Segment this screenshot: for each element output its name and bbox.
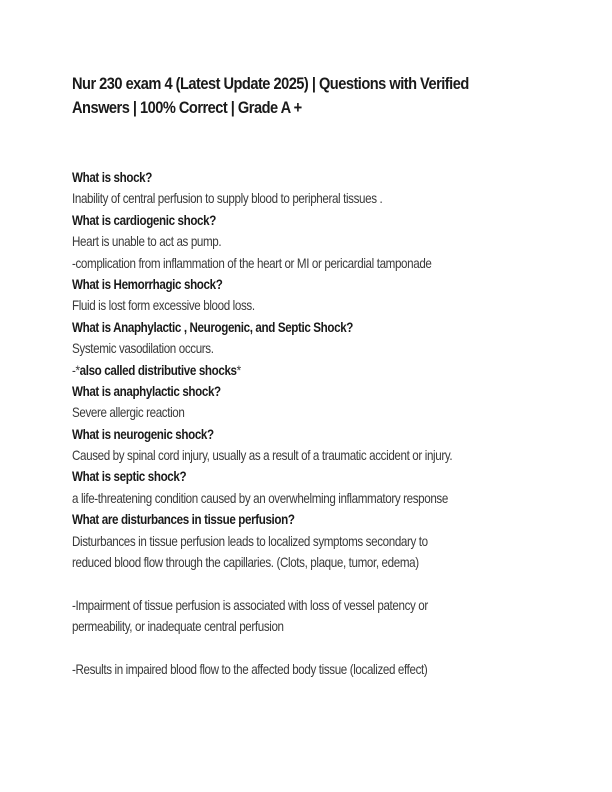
answer-line: reduced blood flow through the capillaries. (Clots, plaque, tumor, edema)	[72, 554, 419, 571]
question: What are disturbances in tissue perfusion?	[72, 511, 295, 528]
question: What is Anaphylactic , Neurogenic, and Septic Shock?	[72, 318, 354, 335]
answer-line: a life-threatening condition caused by an overwhelming inflammatory response	[72, 489, 448, 506]
question: What is cardiogenic shock?	[72, 211, 216, 228]
answer-line: -complication from inflammation of the heart or MI or pericardial tamponade	[72, 254, 432, 271]
answer-line: -Impairment of tissue perfusion is associated with loss of vessel patency or	[72, 596, 428, 613]
title-line-1: Nur 230 exam 4 (Latest Update 2025) | Questions with Verified	[72, 74, 469, 93]
answer-line: -Results in impaired blood flow to the affected body tissue (localized effect)	[72, 660, 428, 677]
paragraph-gap	[72, 638, 512, 659]
question: What is anaphylactic shock?	[72, 382, 221, 399]
question: What is septic shock?	[72, 468, 187, 485]
answer-line: Severe allergic reaction	[72, 404, 185, 421]
answer-line: Heart is unable to act as pump.	[72, 233, 222, 250]
answer-line: Inability of central perfusion to supply blood to peripheral tissues .	[72, 190, 383, 207]
title-line-2: Answers | 100% Correct | Grade A +	[72, 98, 302, 117]
note-prefix: -*	[72, 361, 80, 378]
answer-note	[72, 360, 512, 381]
document-title	[72, 72, 476, 120]
answer-line: Fluid is lost form excessive blood loss.	[72, 297, 255, 314]
note-emphasis: also called distributive shocks	[79, 361, 237, 378]
note-suffix: *	[236, 361, 241, 378]
qa-content	[72, 167, 512, 680]
paragraph-gap	[72, 573, 512, 594]
question: What is shock?	[72, 169, 153, 185]
question: What is neurogenic shock?	[72, 425, 214, 442]
answer-line: Systemic vasodilation occurs.	[72, 340, 214, 357]
answer-line: Disturbances in tissue perfusion leads to localized symptoms secondary to	[72, 532, 428, 549]
answer-line: permeability, or inadequate central perfusion	[72, 618, 284, 635]
answer-line: Caused by spinal cord injury, usually as a result of a traumatic accident or injury.	[72, 447, 453, 464]
question: What is Hemorrhagic shock?	[72, 275, 223, 292]
